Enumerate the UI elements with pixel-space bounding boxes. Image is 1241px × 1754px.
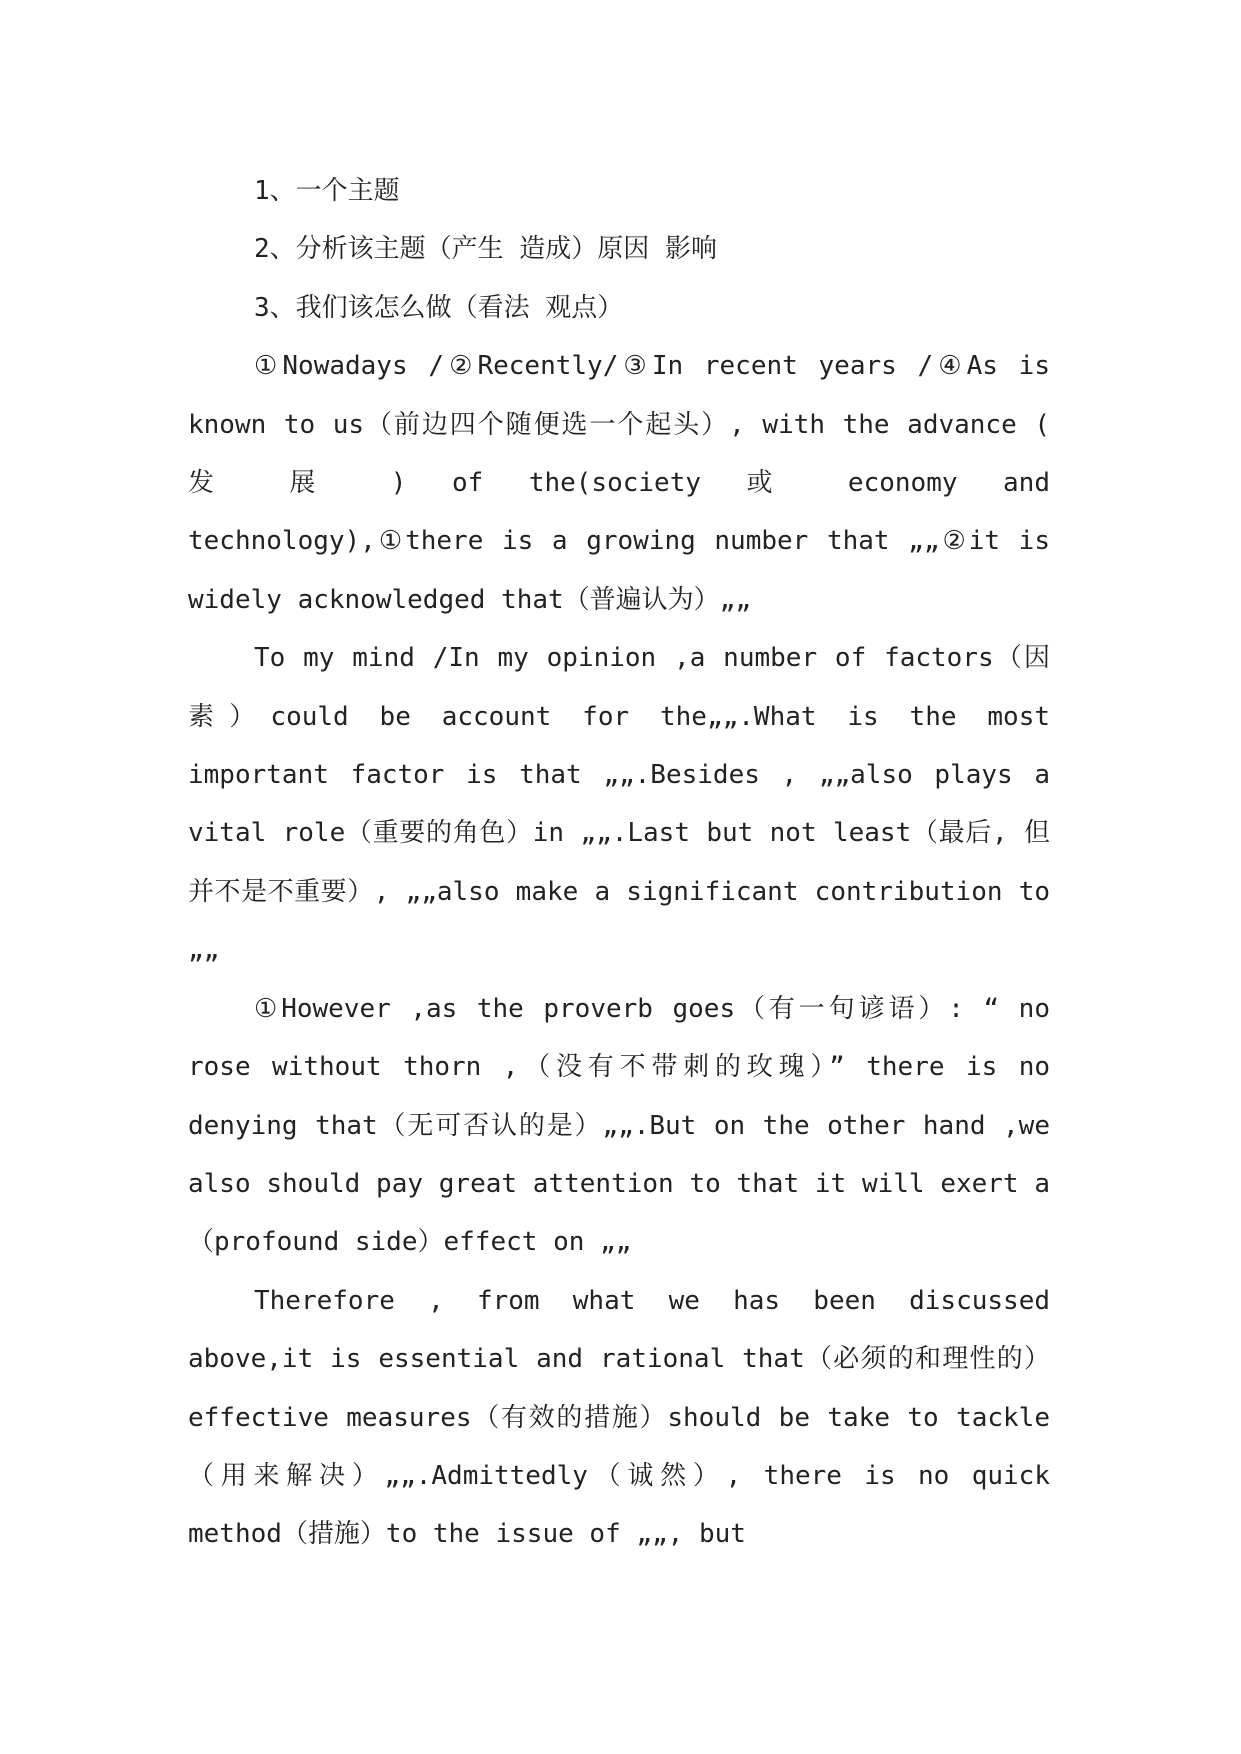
- paragraph-conclusion: Therefore , from what we has been discussed above,it is essential and rational that（必须的和理性的）effective measures（有效的措施）should be take to tackle（用来解决）„„.Admittedly（诚然）, there is no quick method（措施）to the issue of „„, but: [188, 1285, 1050, 1550]
- outline-item-1: 1、一个主题: [254, 176, 400, 206]
- document-page: [188, 162, 1050, 1564]
- paragraph-introduction: ①Nowadays /②Recently/③In recent years /④As is known to us（前边四个随便选一个起头）, with the advance ( 发 展 ) of the(society 或 economy and technology),①there is a growing number that „„②it is widely acknowledged that（普遍认为）„„: [188, 351, 1050, 615]
- paragraph-causes: To my mind /In my opinion ,a number of factors（因素）could be account for the„„.What is the most important factor is that „„.Besides , „„also plays a vital role（重要的角色）in „„.Last but not least（最后, 但并不是不重要）, „„also make a significant contribution to „„: [188, 643, 1050, 966]
- outline-item-2: 2、分析该主题（产生 造成）原因 影响: [254, 234, 717, 265]
- paragraph-effects: ①However ,as the proverb goes（有一句谚语）: “ no rose without thorn ,（没有不带刺的玫瑰）” there is no denying that（无可否认的是）„„.But on the other hand ,we also should pay great attention to that it will exert a（profound side）effect on „„: [188, 993, 1050, 1258]
- outline-item-3: 3、我们该怎么做（看法 观点）: [254, 292, 624, 323]
